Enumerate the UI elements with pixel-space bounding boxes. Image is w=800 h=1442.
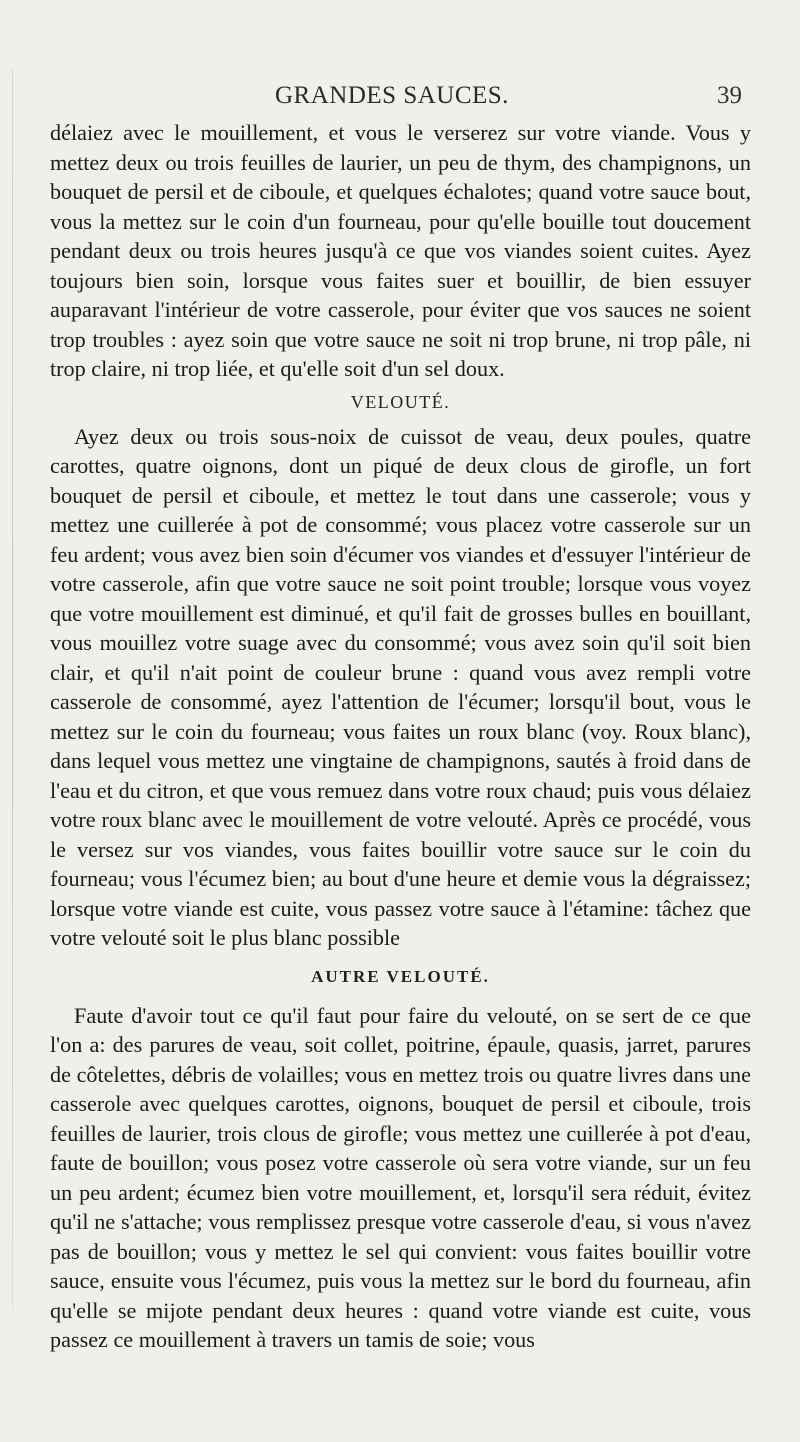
section-title-veloute: VELOUTÉ.: [350, 391, 451, 412]
veloute-paragraph: Ayez deux ou trois sous-noix de cuissot de veau, deux poules, quatre carottes, quatre oignons, dont un piqué de deux clous de girofle, un fort bouquet de persil et ciboule, et mettez le tout dans une casserole; vous y mettez une cuillerée à pot de consommé; vous placez votre casserole sur un feu ardent; vous avez bien soin d'écumer vos viandes et d'essuyer l'intérieur de votre casserole, afin que votre sauce ne soit point trouble; lorsque vous voyez que votre mouillement est diminué, et qu'il fait de grosses bulles en bouillant, vous mouillez votre suage avec du consommé; vous avez soin qu'il soit bien clair, et qu'il n'ait point de couleur brune : quand vous avez rempli votre casserole de consommé, ayez l'attention de l'écumer; lorsqu'il bout, vous le mettez sur le coin du fourneau; vous faites un roux blanc (voy. Roux blanc), dans lequel vous mettez une vingtaine de champignons, sautés à froid dans de l'eau et du citron, et que vous remuez dans votre roux chaud; puis vous délaiez votre roux blanc avec le mouillement de votre velouté. Après ce procédé, vous le versez sur vos viandes, vous faites bouillir votre sauce sur le coin du fourneau; vous l'écumez bien; au bout d'une heure et demie vous la dégraissez; lorsque votre viande est cuite, vous passez votre sauce à l'étamine: tâchez que votre velouté soit le plus blanc possible: [50, 423, 751, 950]
autre-veloute-paragraph: Faute d'avoir tout ce qu'il faut pour faire du velouté, on se sert de ce que l'on a: des parures de veau, soit collet, poitrine, épaule, quasis, jarret, parures de côtelettes, débris de volailles; vous en mettez trois ou quatre livres dans une casserole avec quelques carottes, oignons, bouquet de persil et ciboule, trois feuilles de laurier, trois clous de girofle; vous mettez une cuillerée à pot d'eau, faute de bouillon; vous posez votre casserole où sera votre viande, sur un feu un peu ardent; écumez bien votre mouillement, et, lorsqu'il sera réduit, évitez qu'il ne s'attache; vous remplissez presque votre casserole d'eau, si vous n'avez pas de bouillon; vous y mettez le sel qui convient: vous faites bouillir votre sauce, ensuite vous l'écumez, puis vous la mettez sur le bord du fourneau, afin qu'elle se mijote pendant deux heures : quand votre viande est cuite, vous passez ce mouillement à travers un tamis de soie; vous: [50, 1002, 751, 1352]
page-gutter-shadow: [12, 70, 13, 1310]
intro-paragraph: délaiez avec le mouillement, et vous le verserez sur votre viande. Vous y mettez deux ou trois feuilles de laurier, un peu de thym, des champignons, un bouquet de persil et de ciboule, et quelques échalotes; quand votre sauce bout, vous la mettez sur le coin d'un fourneau, pour qu'elle bouille tout doucement pendant deux ou trois heures jusqu'à ce que vos viandes soient cuites. Ayez toujours bien soin, lorsque vous faites suer et bouillir, de bien essuyer auparavant l'intérieur de votre casserole, pour éviter que vos sauces ne soient trop troubles : ayez soin que votre sauce ne soit ni trop brune, ni trop pâle, ni trop claire, ni trop liée, et qu'elle soit d'un sel doux.: [50, 120, 751, 381]
running-header: GRANDES SAUCES.: [275, 82, 509, 109]
page-number: 39: [717, 82, 742, 109]
section-title-autre-veloute: AUTRE VELOUTÉ.: [311, 966, 490, 986]
page-text: [50, 118, 751, 1355]
